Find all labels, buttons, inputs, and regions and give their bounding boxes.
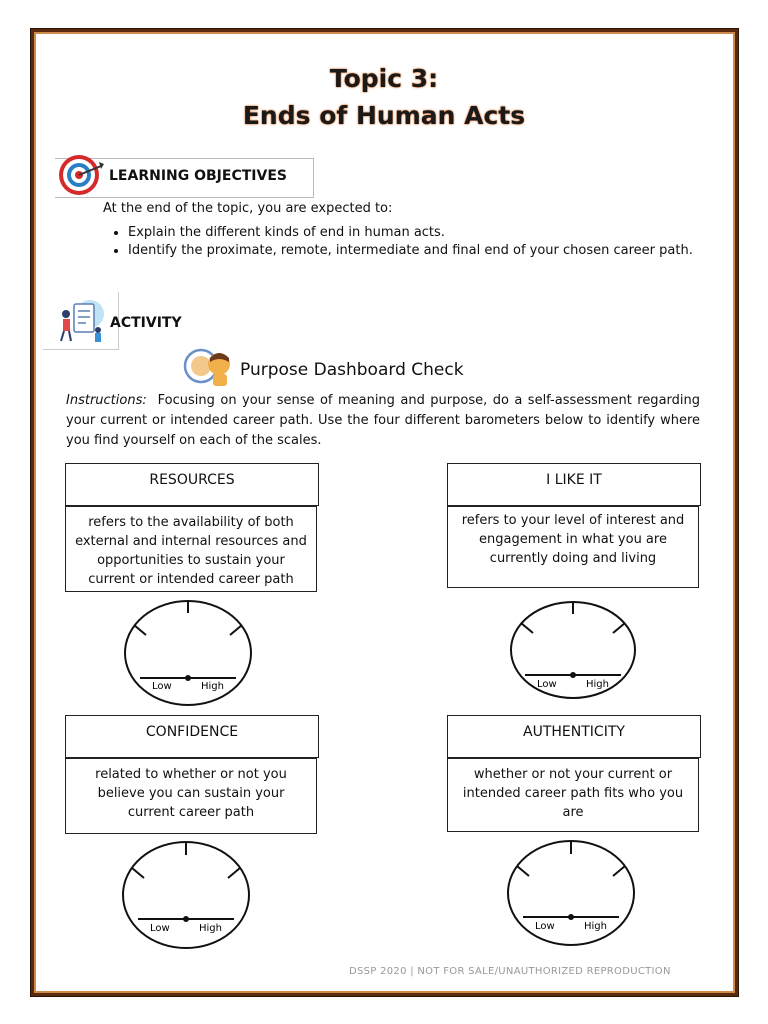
gauge-high-label: High — [586, 679, 609, 690]
i-like-it-title-box — [447, 463, 701, 506]
confidence-title-box — [65, 715, 319, 758]
resources-description-box — [65, 506, 317, 592]
barometer-description: related to whether or not you believe you can sustain your current career path — [95, 767, 287, 820]
gauge-low-label: Low — [535, 921, 555, 932]
resources-title-box — [65, 463, 319, 506]
barometer-description: refers to your level of interest and engagement in what you are currently doing and living — [461, 513, 685, 566]
instructions-text: Focusing on your sense of meaning and purpose, do a self-assessment regarding your current or intended career path. Use the four different barometers below to identify where you find yourself on each of the scales. — [66, 393, 701, 448]
barometer-title: CONFIDENCE — [145, 724, 239, 740]
gauge-high-label: High — [201, 681, 224, 692]
activity-heading: Purpose Dashboard Check — [240, 360, 464, 380]
objective-item: • Explain the different kinds of end in human acts. — [128, 224, 728, 242]
topic-title: Ends of Human Acts — [242, 101, 526, 130]
i-like-it-description-box — [447, 506, 699, 588]
barometer-title: AUTHENTICITY — [523, 724, 625, 740]
target-icon — [57, 152, 105, 198]
authenticity-description-box — [447, 758, 699, 832]
objective-item: • Identify the proximate, remote, intermediate and final end of your chosen career path. — [128, 242, 728, 260]
gauge-low-label: Low — [150, 923, 170, 934]
barometer-title: RESOURCES — [149, 472, 235, 488]
people-thinking-icon — [183, 346, 237, 388]
activity-illustration-icon — [56, 296, 106, 344]
resources-gauge[interactable] — [122, 597, 254, 707]
gauge-high-label: High — [199, 923, 222, 934]
footer-copyright: DSSP 2020 | NOT FOR SALE/UNAUTHORIZED REPRODUCTION — [349, 966, 671, 977]
gauge-low-label: Low — [152, 681, 172, 692]
i-like-it-gauge[interactable] — [507, 597, 639, 707]
barometer-description: whether or not your current or intended career path fits who you are — [462, 767, 684, 820]
confidence-gauge[interactable] — [120, 838, 252, 950]
gauge-high-label: High — [584, 921, 607, 932]
barometer-description: refers to the availability of both external and internal resources and opportunities to sustain your current or intended career path — [75, 515, 307, 587]
authenticity-title-box — [447, 715, 701, 758]
confidence-description-box — [65, 758, 317, 834]
gauge-low-label: Low — [537, 679, 557, 690]
instructions-label: Instructions: — [66, 393, 147, 408]
objectives-intro: At the end of the topic, you are expected to: — [103, 201, 393, 216]
learning-objectives-label: LEARNING OBJECTIVES — [109, 168, 287, 184]
activity-label: ACTIVITY — [110, 315, 182, 331]
objectives-list — [108, 224, 728, 260]
barometer-title: I LIKE IT — [546, 472, 602, 488]
topic-number: Topic 3: — [329, 64, 439, 93]
instructions — [66, 391, 700, 451]
authenticity-gauge[interactable] — [505, 838, 637, 950]
